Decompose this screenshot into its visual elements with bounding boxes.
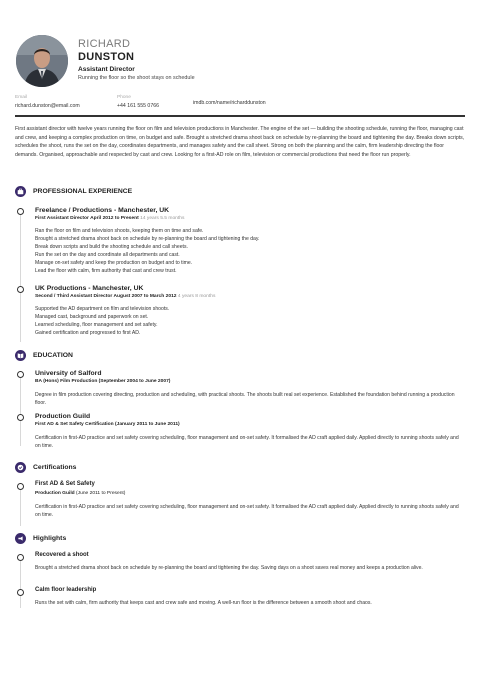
timeline-dot <box>17 286 24 293</box>
education-description: Degree in film production covering directing, production and scheduling, with practical shoots. The shoots built real set experience. Established the foundation behind running a production floor. <box>35 392 455 407</box>
email-label: Email <box>15 95 27 100</box>
highlight-description: Brought a stretched drama shoot back on schedule by re-planning the board and tightening the day. Saving days on a shoot saves real money and keeps a production alive. <box>35 565 423 571</box>
timeline-dot <box>17 589 24 596</box>
degree: BA (Hons) Film Production (September 2004 to June 2007) <box>35 379 171 384</box>
company-name: Freelance / Productions - Manchester, UK <box>35 207 170 214</box>
experience-item <box>35 207 465 275</box>
list-item: Ran the floor on film and television shoots, keeping them on time and safe. <box>35 228 204 234</box>
certification-issuer-line <box>35 491 465 496</box>
list-item: Manage on-set safety and keep the production on budget and to time. <box>35 260 193 267</box>
school-name: University of Salford <box>35 370 102 377</box>
list-item: Run the set on the day and coordinate all departments and cast. <box>35 252 180 259</box>
experience-item <box>35 285 465 337</box>
position-title: Second / Third Assistant Director August 2007 to March 2012 <box>35 294 177 299</box>
highlight-name: Calm floor leadership <box>35 587 97 593</box>
highlight-item <box>35 552 465 572</box>
book-icon <box>15 350 26 361</box>
contact-website <box>193 95 266 106</box>
experience-section-header <box>15 186 132 197</box>
duration: 4 years 8 months <box>177 294 216 299</box>
certifications-section-title: Certifications <box>33 464 77 471</box>
timeline-dot <box>17 554 24 561</box>
education-item <box>35 370 465 407</box>
certification-dates: (June 2011 to Present) <box>76 491 126 496</box>
avatar <box>16 35 68 87</box>
briefcase-icon <box>15 186 26 197</box>
phone-value[interactable]: +44 161 555 0766 <box>117 103 159 109</box>
bullet-list <box>35 305 465 337</box>
profile-photo-icon <box>16 35 68 87</box>
education-description: Certification in first-AD practice and set safety covering scheduling, floor management and on-set safety. It formalised the AD craft applied daily. Applied directly to running shoots safely and on time. <box>35 435 459 450</box>
certification-issuer: Production Guild <box>35 491 75 496</box>
contact-phone <box>117 95 159 109</box>
highlight-description: Runs the set with calm, firm authority that keeps cast and crew safe and moving. A well-run floor is the difference between a smooth shoot and chaos. <box>35 600 372 606</box>
header-divider <box>15 115 465 117</box>
list-item: Brought a stretched drama shoot back on schedule by re-planning the board and tightening the day. <box>35 236 260 243</box>
bullet-list <box>35 227 465 275</box>
list-item: Gained certification and progressed to first AD. <box>35 330 141 337</box>
education-timeline <box>20 376 21 446</box>
timeline-dot <box>17 208 24 215</box>
position-line <box>35 216 465 221</box>
list-item: Break down scripts and build the shooting schedule and call sheets. <box>35 244 188 251</box>
position-title: First Assistant Director April 2012 to Present <box>35 216 139 221</box>
education-section-header <box>15 350 73 361</box>
last-name: DUNSTON <box>78 51 135 63</box>
phone-label: Phone <box>117 95 131 100</box>
summary-paragraph: First assistant director with twelve years running the floor on film and television productions in Manchester. The engine of the set — building the shooting schedule, running the floor, managing cast and crew, and keeping a complex production on time, on budget and safe. Brought a stretched drama shoot back on schedule by re-planning the board and tightening the day. Breaks down scripts, schedules the shoot, runs the set on the day, coordinates departments, and manages safety and the call sheet. Strong on both the planning and the calm, firm leadership directing the floor demands. Organised, approachable and respected by cast and crew. Looking for a first-AD role on film, television or commercial productions that need the floor run properly. <box>15 126 465 159</box>
experience-section-title: PROFESSIONAL EXPERIENCE <box>33 188 133 195</box>
contact-email <box>15 95 80 109</box>
email-value[interactable]: richard.dunston@email.com <box>15 103 80 109</box>
highlights-section-header <box>15 533 66 544</box>
list-item: Lead the floor with calm, firm authority that cast and crew trust. <box>35 268 177 275</box>
school-name: Production Guild <box>35 413 91 420</box>
job-role: Assistant Director <box>78 66 135 73</box>
badge-check-icon <box>15 462 26 473</box>
education-item <box>35 413 465 450</box>
timeline-dot <box>17 483 24 490</box>
highlights-timeline <box>20 560 21 608</box>
megaphone-icon <box>15 533 26 544</box>
duration: 14 years 5.5 months <box>140 216 185 221</box>
website-link[interactable]: imdb.com/name/richarddunston <box>193 100 266 106</box>
company-name: UK Productions - Manchester, UK <box>35 285 144 292</box>
highlights-section-title: Highlights <box>33 535 67 542</box>
timeline-dot <box>17 414 24 421</box>
first-name: RICHARD <box>78 38 131 50</box>
highlight-name: Recovered a shoot <box>35 552 89 558</box>
timeline-dot <box>17 371 24 378</box>
degree: First AD & Set Safety Certification (January 2011 to June 2011) <box>35 422 180 427</box>
tagline: Running the floor so the shoot stays on schedule <box>78 75 195 81</box>
position-line <box>35 294 465 299</box>
certifications-timeline <box>20 488 21 526</box>
education-section-title: EDUCATION <box>33 352 73 359</box>
list-item: Learned scheduling, floor management and set safety. <box>35 322 158 329</box>
highlight-item <box>35 587 465 607</box>
list-item: Supported the AD department on film and television shoots. <box>35 306 170 312</box>
experience-timeline <box>20 212 21 342</box>
certification-description: Certification in first-AD practice and set safety covering scheduling, floor management and on-set safety. It formalised the AD craft applied daily. Applied directly to running shoots safely and on time. <box>35 504 459 519</box>
certification-name: First AD & Set Safety <box>35 481 95 487</box>
certification-item <box>35 481 465 519</box>
certifications-section-header <box>15 462 76 473</box>
list-item: Managed cast, background and paperwork on set. <box>35 314 149 321</box>
